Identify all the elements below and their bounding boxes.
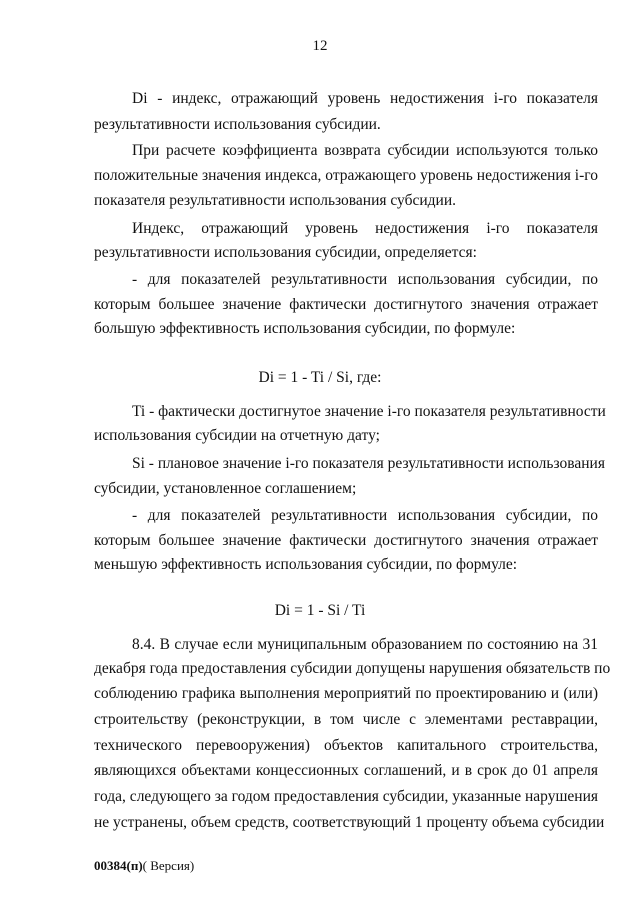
text-line: большую эффективность использования субсидии, по формуле: <box>94 320 516 337</box>
version-label: ( Версия) <box>142 858 195 873</box>
text-line: технического перевооружения) объектов капитального строительства, <box>94 737 598 754</box>
text-line: не устранены, объем средств, соответствующий 1 проценту объема субсидии <box>94 814 605 831</box>
formula: Di = 1 - Ti / Si, где: <box>258 369 382 386</box>
page-number: 12 <box>312 38 328 54</box>
text-line: декабря года предоставления субсидии допущены нарушения обязательств по <box>94 660 611 677</box>
text-line: года, следующего за годом предоставления субсидии, указанные нарушения <box>94 788 598 805</box>
text-line: показателя результативности использования субсидии. <box>94 192 457 209</box>
text-line: субсидии, установленное соглашением; <box>94 480 357 497</box>
text-line: соблюдению графика выполнения мероприятий по проектированию и (или) <box>94 685 598 702</box>
document-code: 00384(п) <box>94 858 143 873</box>
text-line: Si - плановое значение i-го показателя результативности использования <box>132 455 605 472</box>
text-line: При расчете коэффициента возврата субсидии используются только <box>132 142 598 159</box>
text-line: Индекс, отражающий уровень недостижения i-го показателя <box>132 220 598 237</box>
text-line: которым большее значение фактически достигнутого значения отражает <box>94 296 598 313</box>
text-line: являющихся объектами концессионных соглашений, и в срок до 01 апреля <box>94 762 598 779</box>
text-line: положительные значения индекса, отражающего уровень недостижения i-го <box>94 167 598 184</box>
text-line: Di - индекс, отражающий уровень недостижения i-го показателя <box>132 90 598 107</box>
text-line: результативности использования субсидии, определяется: <box>94 244 477 261</box>
text-line: - для показателей результативности использования субсидии, по <box>132 507 598 524</box>
document-footer <box>94 858 194 874</box>
text-line: Ti - фактически достигнутое значение i-го показателя результативности <box>132 403 606 420</box>
text-line: результативности использования субсидии. <box>94 116 381 133</box>
text-line: 8.4. В случае если муниципальным образованием по состоянию на 31 <box>132 636 598 653</box>
text-line: использования субсидии на отчетную дату; <box>94 427 380 444</box>
text-line: меньшую эффективность использования субсидии, по формуле: <box>94 556 518 573</box>
text-line: - для показателей результативности использования субсидии, по <box>132 271 598 288</box>
text-line: строительству (реконструкции, в том числе с элементами реставрации, <box>94 711 598 728</box>
text-line: которым большее значение фактически достигнутого значения отражает <box>94 532 598 549</box>
formula: Di = 1 - Si / Ti <box>274 602 366 619</box>
